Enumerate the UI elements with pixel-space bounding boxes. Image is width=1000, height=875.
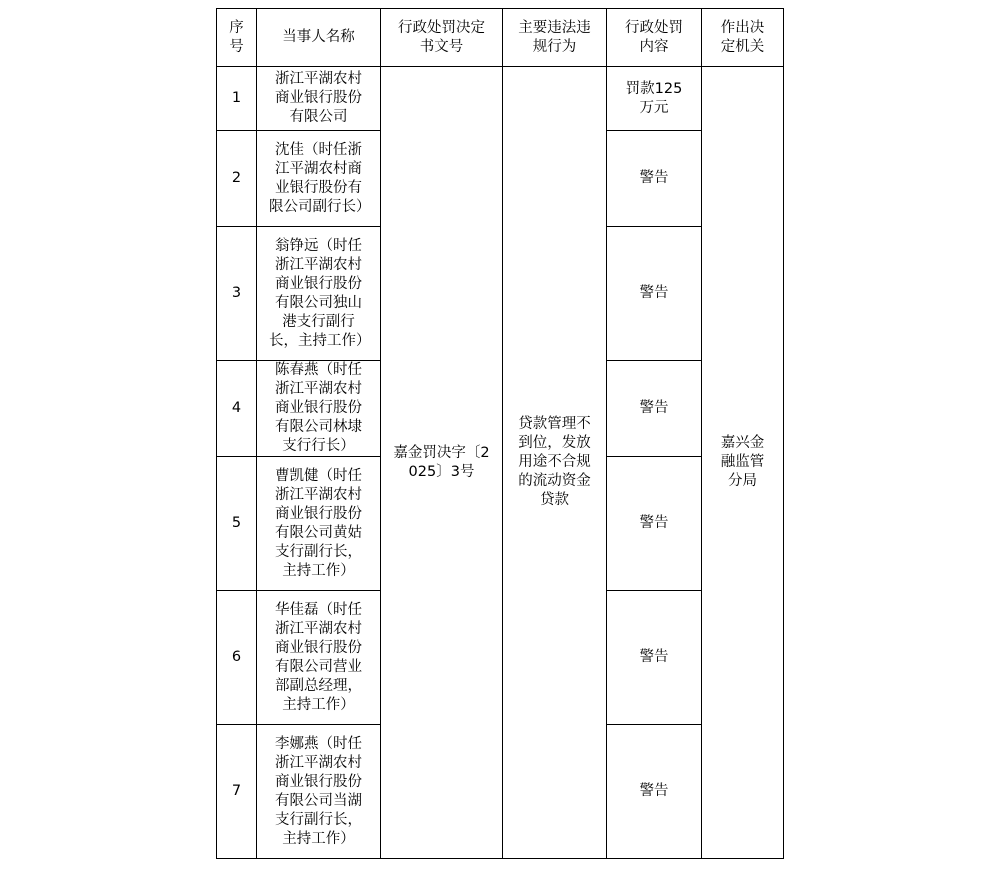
header-party: 当事人名称 <box>257 9 381 67</box>
header-authority: 作出决定机关 <box>702 9 784 67</box>
row-penalty: 警告 <box>607 361 702 457</box>
header-violation: 主要违法违规行为 <box>503 9 607 67</box>
merged-doc-no: 嘉金罚决字〔2025〕3号 <box>381 67 503 859</box>
header-penalty: 行政处罚内容 <box>607 9 702 67</box>
row-penalty: 警告 <box>607 457 702 591</box>
row-party: 沈佳（时任浙江平湖农村商业银行股份有限公司副行长） <box>257 131 381 227</box>
row-no: 7 <box>217 725 257 859</box>
row-party: 李娜燕（时任浙江平湖农村商业银行股份有限公司当湖支行副行长，主持工作） <box>257 725 381 859</box>
header-doc-no: 行政处罚决定书文号 <box>381 9 503 67</box>
row-party: 翁铮远（时任浙江平湖农村商业银行股份有限公司独山港支行副行长，主持工作） <box>257 227 381 361</box>
merged-authority: 嘉兴金融监管分局 <box>702 67 784 859</box>
merged-violation: 贷款管理不到位，发放用途不合规的流动资金贷款 <box>503 67 607 859</box>
row-party: 华佳磊（时任浙江平湖农村商业银行股份有限公司营业部副总经理，主持工作） <box>257 591 381 725</box>
row-no: 3 <box>217 227 257 361</box>
penalty-table <box>216 8 784 859</box>
row-party: 陈春燕（时任浙江平湖农村商业银行股份有限公司林埭支行行长） <box>257 361 381 457</box>
row-penalty: 罚款125万元 <box>607 67 702 131</box>
row-no: 5 <box>217 457 257 591</box>
row-penalty: 警告 <box>607 227 702 361</box>
row-penalty: 警告 <box>607 725 702 859</box>
header-no: 序号 <box>217 9 257 67</box>
table-header-row <box>217 9 784 67</box>
row-no: 1 <box>217 67 257 131</box>
row-no: 6 <box>217 591 257 725</box>
row-party: 浙江平湖农村商业银行股份有限公司 <box>257 67 381 131</box>
row-no: 2 <box>217 131 257 227</box>
row-no: 4 <box>217 361 257 457</box>
row-penalty: 警告 <box>607 591 702 725</box>
table-row <box>217 67 784 131</box>
row-party: 曹凯健（时任浙江平湖农村商业银行股份有限公司黄姑支行副行长，主持工作） <box>257 457 381 591</box>
row-penalty: 警告 <box>607 131 702 227</box>
